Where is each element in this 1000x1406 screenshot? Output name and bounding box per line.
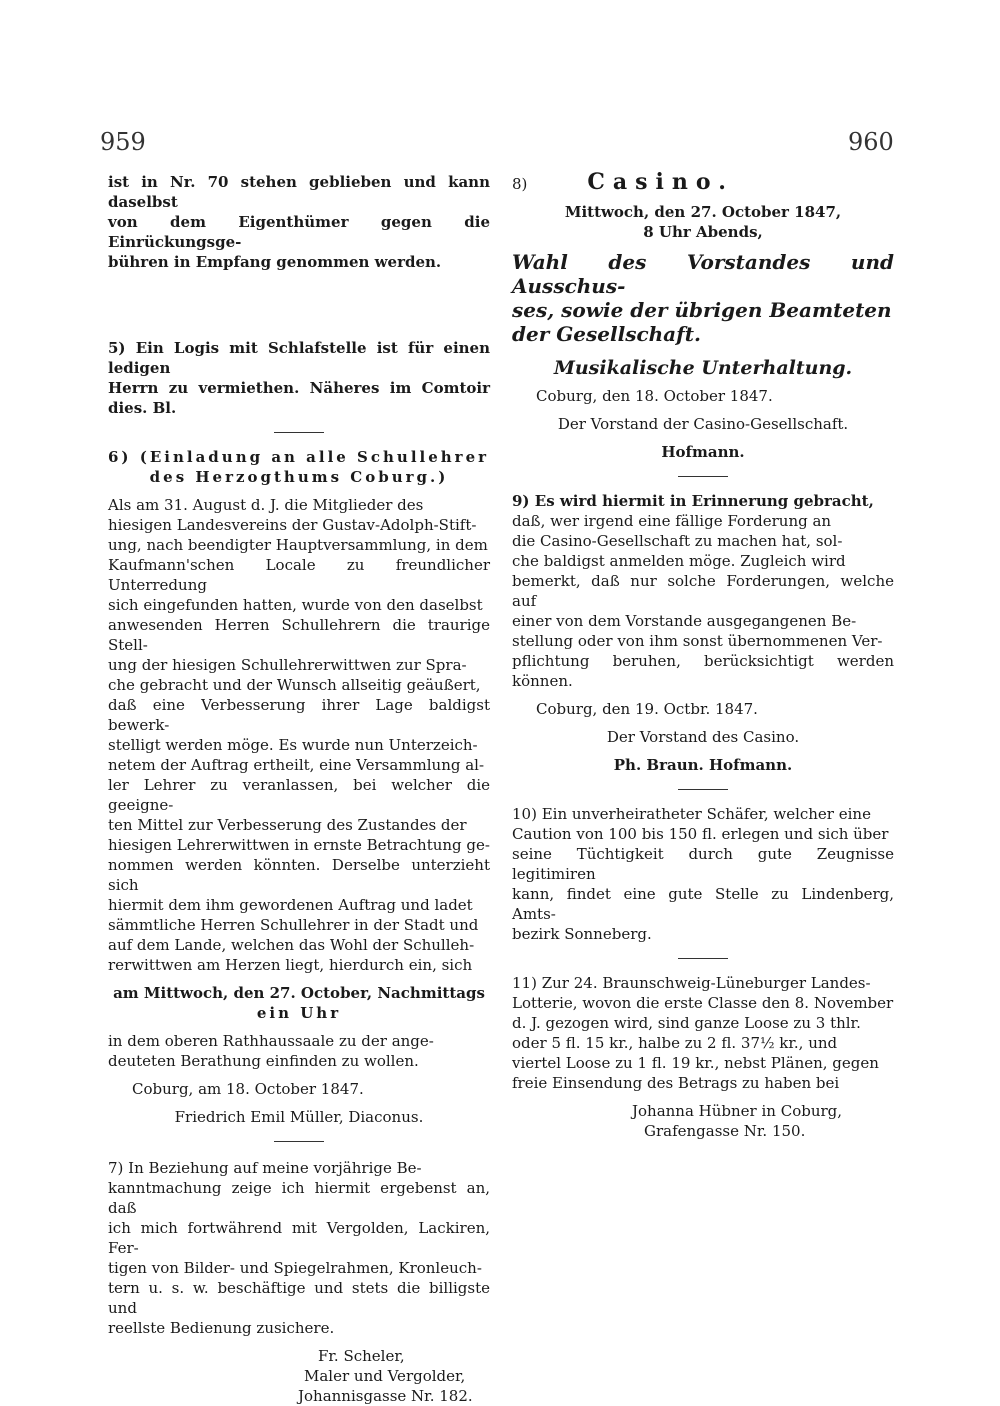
text-line: che gebracht und der Wunsch allseitig geäußert, [108,676,481,694]
text-line: Maler und Vergolder, [304,1367,466,1385]
text-line: sich eingefunden hatten, wurde von den daselbst [108,596,483,614]
dateline: Coburg, am 18. October 1847. [132,1080,364,1098]
text-line: che baldigst anmelden möge. Zugleich wird [512,552,846,570]
text-line: rerwittwen am Herzen liegt, hierdurch ein, sich [108,956,473,974]
continued-notice [108,172,490,272]
text-line: ein Uhr [256,1004,342,1022]
divider-rule [274,432,324,433]
notice-heading-line: 6) (Einladung an alle Schullehrer [108,448,490,466]
text-line: Johannisgasse Nr. 182. [298,1387,473,1405]
text-line: Johanna Hübner in Coburg, [632,1102,843,1120]
text-line: oder 5 fl. 15 kr., halbe zu 2 fl. 37½ kr., und [512,1034,838,1052]
notice-5 [108,338,490,418]
text-line: freie Einsendung des Betrags zu haben bei [512,1074,840,1092]
text-line: einer von dem Vorstande ausgegangenen Be- [512,612,857,630]
page-number-right: 960 [848,128,894,156]
dateline: Coburg, den 19. Octbr. 1847. [536,700,758,718]
text-line: viertel Loose zu 1 fl. 19 kr., nebst Plänen, gegen [512,1054,879,1072]
text-line: daß, wer irgend eine fällige Forderung an [512,512,832,530]
notice-heading-line: des Herzogthums Coburg.) [149,468,449,486]
text-line: anwesenden Herren Schullehrern die traurige Stell- [108,616,490,654]
agenda [512,250,894,346]
text-line: hiesigen Lehrerwittwen in ernste Betrachtung ge- [108,836,490,854]
text-line: Herrn zu vermiethen. Näheres im Comtoir dies. Bl. [108,379,490,417]
text-line: der Gesellschaft. [512,322,701,346]
text-line: von dem Eigenthümer gegen die Einrückungsge- [108,213,490,251]
signature-block [108,1346,490,1406]
text-line: seine Tüchtigkeit durch gute Zeugnisse legitimiren [512,845,894,883]
casino-header [512,169,894,195]
text-line: Fr. Scheler, [318,1347,405,1365]
text-line: Kaufmann'schen Locale zu freundlicher Unterredung [108,556,490,594]
divider-rule [678,789,728,790]
text-line: tern u. s. w. beschäftige und stets die billigste und [108,1279,490,1317]
text-line: Caution von 100 bis 150 fl. erlegen und sich über [512,825,889,843]
notice-7 [108,1158,490,1406]
text-line: ten Mittel zur Verbesserung des Zustandes der [108,816,467,834]
text-line: kann, findet eine gute Stelle zu Lindenberg, Amts- [512,885,894,923]
notice-11 [512,973,894,1141]
notice-9 [512,491,894,775]
text-line: 9) Es wird hiermit in Erinnerung gebracht, [512,492,874,510]
text-line: Lotterie, wovon die erste Classe den 8. November [512,994,894,1012]
text-line: hiermit dem ihm gewordenen Auftrag und ladet [108,896,473,914]
text-line: daß eine Verbesserung ihrer Lage baldigst bewerk- [108,696,490,734]
text-line: ung der hiesigen Schullehrerwittwen zur Spra- [108,656,467,674]
text-line: auf dem Lande, welchen das Wohl der Schulleh- [108,936,475,954]
text-line: sämmtliche Herren Schullehrer in der Stadt und [108,916,479,934]
notice-10 [512,804,894,944]
text-line: nommen werden könnten. Derselbe unterzieht sich [108,856,490,894]
notice-number: 8) [512,175,528,193]
casino-title: Casino. [587,169,734,195]
meeting-place [108,1031,490,1071]
text-line: 8 Uhr Abends, [643,223,763,241]
text-line: am Mittwoch, den 27. October, Nachmittags [113,984,485,1002]
signature: Friedrich Emil Müller, Diaconus. [174,1108,424,1126]
text-line: stelligt werden möge. Es wurde nun Unterzeich- [108,736,478,754]
signature-block [512,1101,894,1141]
text-line: d. J. gezogen wird, sind ganze Loose zu 3 thlr. [512,1014,861,1032]
notice-6 [108,447,490,1127]
text-line: stellung oder von ihm sonst übernommenen Ver- [512,632,883,650]
text-line: ses, sowie der übrigen Beamteten [512,298,892,322]
faded-gap [108,288,490,338]
notice-body [108,495,490,975]
text-line: Als am 31. August d. J. die Mitglieder des [108,496,424,514]
organization-line: Der Vorstand der Casino-Gesellschaft. [557,415,849,433]
notice-8 [512,169,894,462]
text-line: die Casino-Gesellschaft zu machen hat, sol- [512,532,843,550]
music-line: Musikalische Unterhaltung. [553,357,853,379]
text-line: bühren in Empfang genommen werden. [108,253,442,271]
text-line: Wahl des Vorstandes und Ausschus- [512,250,894,298]
text-line: deuteten Berathung einfinden zu wollen. [108,1052,419,1070]
text-line: kanntmachung zeige ich hiermit ergebenst an, daß [108,1179,490,1217]
text-line: 10) Ein unverheiratheter Schäfer, welcher eine [512,805,871,823]
dateline: Coburg, den 18. October 1847. [536,387,773,405]
text-line: bemerkt, daß nur solche Forderungen, welche auf [512,572,894,610]
text-line: 11) Zur 24. Braunschweig-Lüneburger Landes- [512,974,871,992]
signature: Hofmann. [661,443,745,461]
text-line: tigen von Bilder- und Spiegelrahmen, Kronleuch- [108,1259,482,1277]
text-line: hiesigen Landesvereins der Gustav-Adolph-Stift- [108,516,477,534]
text-line: in dem oberen Rathhaussaale zu der ange- [108,1032,434,1050]
text-line: netem der Auftrag ertheilt, eine Versammlung al- [108,756,485,774]
text-line: ung, nach beendigter Hauptversammlung, in dem [108,536,488,554]
signature: Ph. Braun. Hofmann. [613,756,793,774]
text-line: ist in Nr. 70 stehen geblieben und kann daselbst [108,173,490,211]
page-number-left: 959 [100,128,146,156]
divider-rule [678,476,728,477]
left-column [108,172,490,1406]
text-line: reellste Bedienung zusichere. [108,1319,335,1337]
text-line: ich mich fortwährend mit Vergolden, Lackiren, Fer- [108,1219,490,1257]
text-line: ler Lehrer zu veranlassen, bei welcher die geeigne- [108,776,490,814]
text-line: 7) In Beziehung auf meine vorjährige Be- [108,1159,422,1177]
text-line: Grafengasse Nr. 150. [644,1122,806,1140]
text-line: pflichtung beruhen, berücksichtigt werden können. [512,652,894,690]
divider-rule [274,1141,324,1142]
text-line: bezirk Sonneberg. [512,925,652,943]
right-column [512,169,894,1141]
text-line: Mittwoch, den 27. October 1847, [564,203,842,221]
organization-line: Der Vorstand des Casino. [606,728,800,746]
text-line: 5) Ein Logis mit Schlafstelle ist für einen ledigen [108,339,490,377]
divider-rule [678,958,728,959]
meeting-date [108,983,490,1023]
